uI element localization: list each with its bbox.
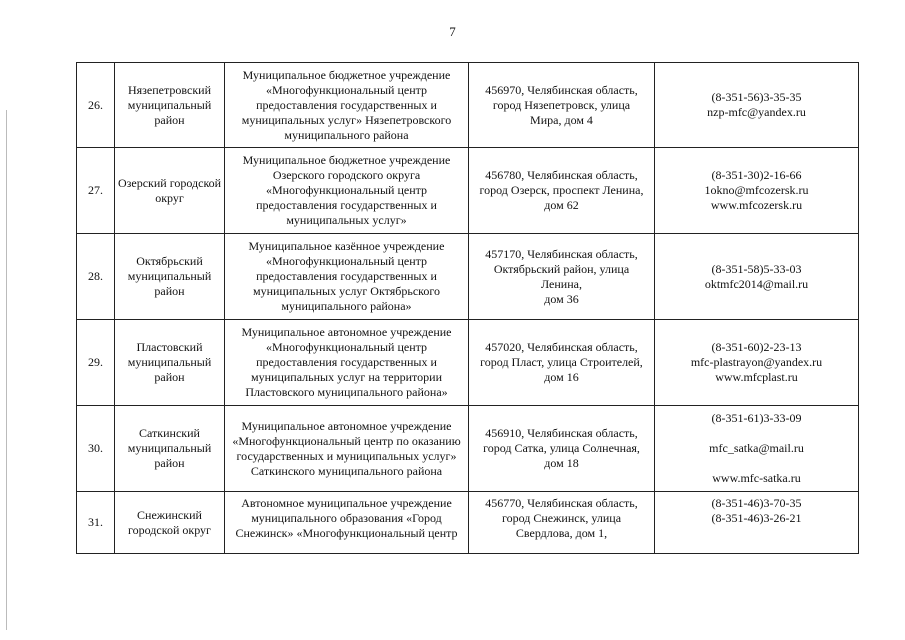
institution-cell	[225, 63, 469, 148]
email: oktmfc2014@mail.ru	[704, 276, 809, 291]
address-line: город Пласт, улица Строителей,	[480, 355, 643, 369]
institution-line: предоставления государственных и	[256, 269, 437, 283]
district-line: муниципальный	[127, 269, 212, 283]
institution-line: Саткинского муниципального района	[250, 463, 443, 478]
district-cell	[115, 148, 225, 234]
website: www.mfc-satka.ru	[712, 471, 801, 485]
row-number: 30.	[77, 406, 115, 492]
contacts-cell	[655, 320, 859, 406]
institution-line: «Многофункциональный центр по оказанию	[232, 433, 461, 448]
row-number: 26.	[77, 63, 115, 148]
contacts-cell	[655, 63, 859, 148]
institution-cell	[225, 148, 469, 234]
address-line: 456770, Челябинская область,	[485, 496, 638, 510]
spacer	[658, 426, 855, 441]
district-cell	[115, 320, 225, 406]
table-row	[77, 63, 859, 148]
address-line: 456970, Челябинская область,	[485, 82, 638, 97]
address-line: город Озерск, проспект Ленина,	[479, 183, 644, 197]
institution-line: Муниципальное казённое учреждение	[248, 239, 445, 253]
address-line: 457020, Челябинская область,	[485, 340, 638, 354]
address-cell	[469, 234, 655, 320]
district-line: район	[154, 370, 185, 384]
district-line: округ	[155, 190, 184, 205]
institution-line: муниципального образования «Город	[251, 511, 442, 525]
district-line: Пластовский	[136, 340, 203, 354]
district-line: муниципальный	[127, 97, 212, 112]
institution-cell	[225, 492, 469, 554]
district-line: Нязепетровский	[128, 82, 211, 97]
institution-line: предоставления государственных и	[256, 97, 437, 112]
address-line: Свердлова, дом 1,	[515, 526, 608, 540]
address-line: дом 62	[544, 198, 579, 212]
institution-cell	[225, 320, 469, 406]
address-line: 456910, Челябинская область,	[485, 426, 638, 440]
row-number: 28.	[77, 234, 115, 320]
institution-line: предоставления государственных и	[256, 198, 437, 212]
district-line: Озерский городской	[118, 175, 222, 190]
spacer	[658, 456, 855, 471]
institution-line: «Многофункциональный центр	[265, 183, 428, 197]
contacts-cell	[655, 148, 859, 234]
email: nzp-mfc@yandex.ru	[707, 105, 806, 119]
institution-line: Пластовского муниципального района»	[245, 385, 448, 399]
address-cell	[469, 492, 655, 554]
institution-line: предоставления государственных и	[256, 355, 437, 369]
institution-cell	[225, 234, 469, 320]
institution-line: Снежинск» «Многофункциональный центр	[235, 526, 458, 540]
email: mfc_satka@mail.ru	[709, 441, 804, 455]
phone: (8-351-60)2-23-13	[711, 340, 802, 354]
contacts-cell	[655, 406, 859, 492]
page-number: 7	[449, 24, 456, 39]
row-number: 27.	[77, 148, 115, 234]
institution-line: Муниципальное бюджетное учреждение	[242, 153, 451, 167]
institution-line: Муниципальное автономное учреждение	[241, 418, 452, 433]
district-cell	[115, 492, 225, 554]
district-line: Октябрьский	[136, 254, 203, 268]
institution-line: муниципальных услуг» Нязепетровского	[241, 112, 452, 127]
address-line: дом 18	[544, 456, 579, 470]
phone: (8-351-58)5-33-03	[711, 261, 802, 276]
contacts-cell	[655, 492, 859, 554]
address-line: Мира, дом 4	[530, 112, 593, 127]
institution-line: муниципальных услуг»	[286, 213, 407, 227]
phone: (8-351-30)2-16-66	[711, 168, 802, 182]
address-line: дом 36	[544, 291, 579, 306]
institution-line: Муниципальное автономное учреждение	[241, 325, 452, 339]
address-line: 457170, Челябинская область,	[485, 246, 638, 261]
institution-line: «Многофункциональный центр	[265, 340, 428, 354]
address-line: Ленина,	[541, 276, 582, 291]
address-line: Октябрьский район, улица	[493, 261, 630, 276]
table-row	[77, 492, 859, 554]
address-cell	[469, 148, 655, 234]
table-row	[77, 148, 859, 234]
district-cell	[115, 234, 225, 320]
district-line: муниципальный	[127, 355, 212, 369]
institution-line: «Многофункциональный центр	[265, 82, 428, 97]
phone: (8-351-46)3-26-21	[711, 511, 802, 525]
district-cell	[115, 406, 225, 492]
address-line: город Нязепетровск, улица	[492, 97, 631, 112]
address-line: город Сатка, улица Солнечная,	[483, 441, 640, 455]
district-line: район	[154, 284, 185, 298]
institution-cell	[225, 406, 469, 492]
email: mfc-plastrayon@yandex.ru	[690, 355, 823, 369]
district-line: район	[154, 112, 185, 127]
institution-line: Муниципальное бюджетное учреждение	[242, 67, 451, 82]
website: www.mfcozersk.ru	[710, 198, 803, 212]
mfc-registry-table	[76, 62, 859, 554]
address-cell	[469, 63, 655, 148]
address-cell	[469, 406, 655, 492]
institution-line: «Многофункциональный центр	[265, 254, 428, 268]
row-number: 29.	[77, 320, 115, 406]
institution-line: Автономное муниципальное учреждение	[241, 496, 452, 510]
row-number: 31.	[77, 492, 115, 554]
address-line: 456780, Челябинская область,	[485, 168, 638, 182]
phone: (8-351-61)3-33-09	[711, 411, 802, 425]
district-line: Снежинский	[137, 507, 202, 522]
contacts-cell	[655, 234, 859, 320]
table-row	[77, 234, 859, 320]
district-cell	[115, 63, 225, 148]
institution-line: муниципального района»	[281, 299, 412, 313]
district-line: городской округ	[128, 522, 211, 537]
table-row	[77, 406, 859, 492]
scan-edge-line	[6, 110, 7, 630]
institution-line: муниципального района	[284, 127, 409, 142]
institution-line: государственных и муниципальных услуг»	[236, 448, 457, 463]
phone: (8-351-56)3-35-35	[711, 90, 802, 104]
institution-line: Озерского городского округа	[272, 168, 421, 182]
email: 1okno@mfcozersk.ru	[704, 183, 809, 197]
address-line: город Снежинск, улица	[501, 511, 622, 525]
address-cell	[469, 320, 655, 406]
institution-line: муниципальных услуг Октябрьского	[252, 284, 440, 298]
institution-line: муниципальных услуг на территории	[251, 370, 442, 384]
district-line: район	[154, 456, 185, 470]
phone: (8-351-46)3-70-35	[711, 496, 802, 510]
district-line: Саткинский	[139, 426, 200, 440]
address-line: дом 16	[544, 370, 579, 384]
table-row	[77, 320, 859, 406]
website: www.mfcplast.ru	[715, 370, 798, 384]
district-line: муниципальный	[127, 441, 212, 455]
